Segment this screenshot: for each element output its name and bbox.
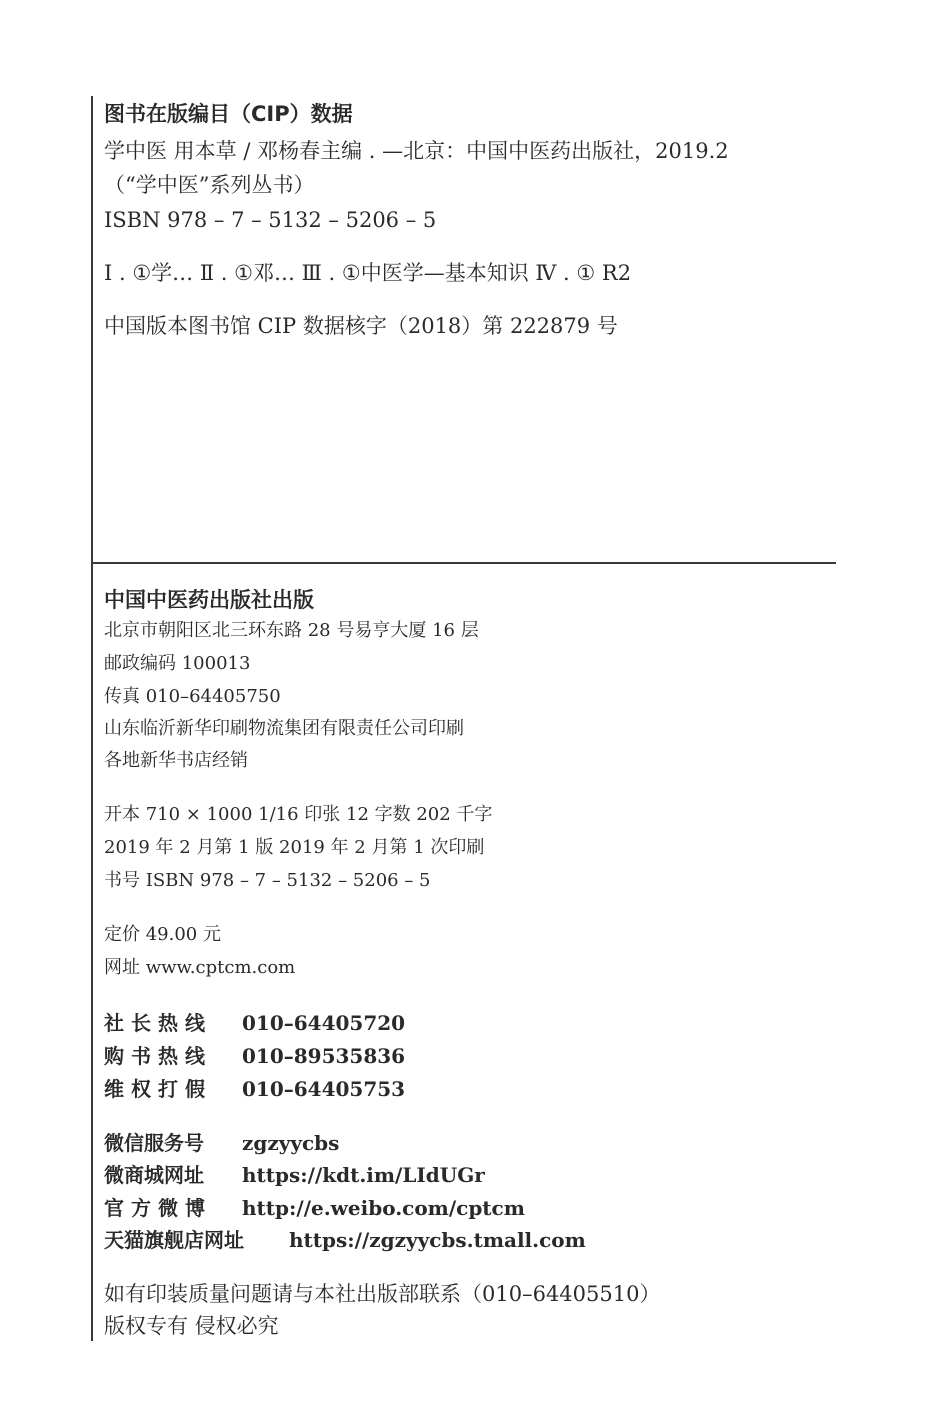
hotline-purchase [104, 1046, 405, 1066]
hotline-number: 010–89535836 [242, 1044, 406, 1068]
service-value: http://e.weibo.com/cptcm [242, 1196, 525, 1220]
quality-notice: 如有印装质量问题请与本社出版部联系（010–64405510） [104, 1282, 661, 1306]
section-divider [91, 562, 836, 564]
cip-classification: Ⅰ . ①学… Ⅱ . ①邓… Ⅲ . ①中医学—基本知识 Ⅳ . ① R2 [104, 261, 632, 285]
publisher-fax: 传真 010–64405750 [104, 686, 281, 707]
hotline-director [104, 1013, 405, 1033]
service-label: 天猫旗舰店网址 [104, 1228, 244, 1252]
rights-notice: 版权专有 侵权必究 [104, 1314, 279, 1338]
service-label: 微信服务号 [104, 1131, 204, 1155]
publisher-postcode: 邮政编码 100013 [104, 653, 251, 674]
cip-book-line: 学中医 用本草 / 邓杨春主编 . —北京：中国中医药出版社，2019.2 [104, 139, 729, 163]
distributor-info: 各地新华书店经销 [104, 750, 248, 771]
hotline-label: 社长热线 [104, 1011, 212, 1035]
hotline-number: 010–64405720 [242, 1011, 406, 1035]
service-value: https://kdt.im/LIdUGr [242, 1163, 485, 1187]
publisher-name: 中国中医药出版社出版 [104, 588, 314, 612]
hotline-label: 维权打假 [104, 1077, 212, 1101]
hotline-anti-piracy [104, 1079, 405, 1099]
cip-series-line: （“学中医”系列丛书） [104, 173, 315, 197]
service-value: https://zgzyycbs.tmall.com [289, 1228, 586, 1252]
hotline-number: 010–64405753 [242, 1077, 406, 1101]
service-value: zgzyycbs [242, 1131, 340, 1155]
service-tmall [104, 1230, 586, 1250]
website-info: 网址 www.cptcm.com [104, 957, 296, 978]
printer-info: 山东临沂新华印刷物流集团有限责任公司印刷 [104, 718, 464, 739]
service-weibo [104, 1198, 525, 1218]
book-number: 书号 ISBN 978 – 7 – 5132 – 5206 – 5 [104, 870, 431, 891]
service-label: 微商城网址 [104, 1163, 204, 1187]
margin-rule-vertical [91, 96, 93, 1341]
format-info: 开本 710 × 1000 1/16 印张 12 字数 202 千字 [104, 804, 493, 825]
publisher-address: 北京市朝阳区北三环东路 28 号易亨大厦 16 层 [104, 620, 479, 641]
service-microshop [104, 1165, 485, 1185]
service-label: 官方微博 [104, 1196, 212, 1220]
hotline-label: 购书热线 [104, 1044, 212, 1068]
service-wechat [104, 1133, 339, 1153]
cip-verification: 中国版本图书馆 CIP 数据核字（2018）第 222879 号 [104, 314, 618, 338]
cip-isbn: ISBN 978 – 7 – 5132 – 5206 – 5 [104, 208, 437, 232]
edition-info: 2019 年 2 月第 1 版 2019 年 2 月第 1 次印刷 [104, 837, 485, 858]
cip-title: 图书在版编目（CIP）数据 [104, 102, 353, 126]
price-info: 定价 49.00 元 [104, 924, 221, 945]
